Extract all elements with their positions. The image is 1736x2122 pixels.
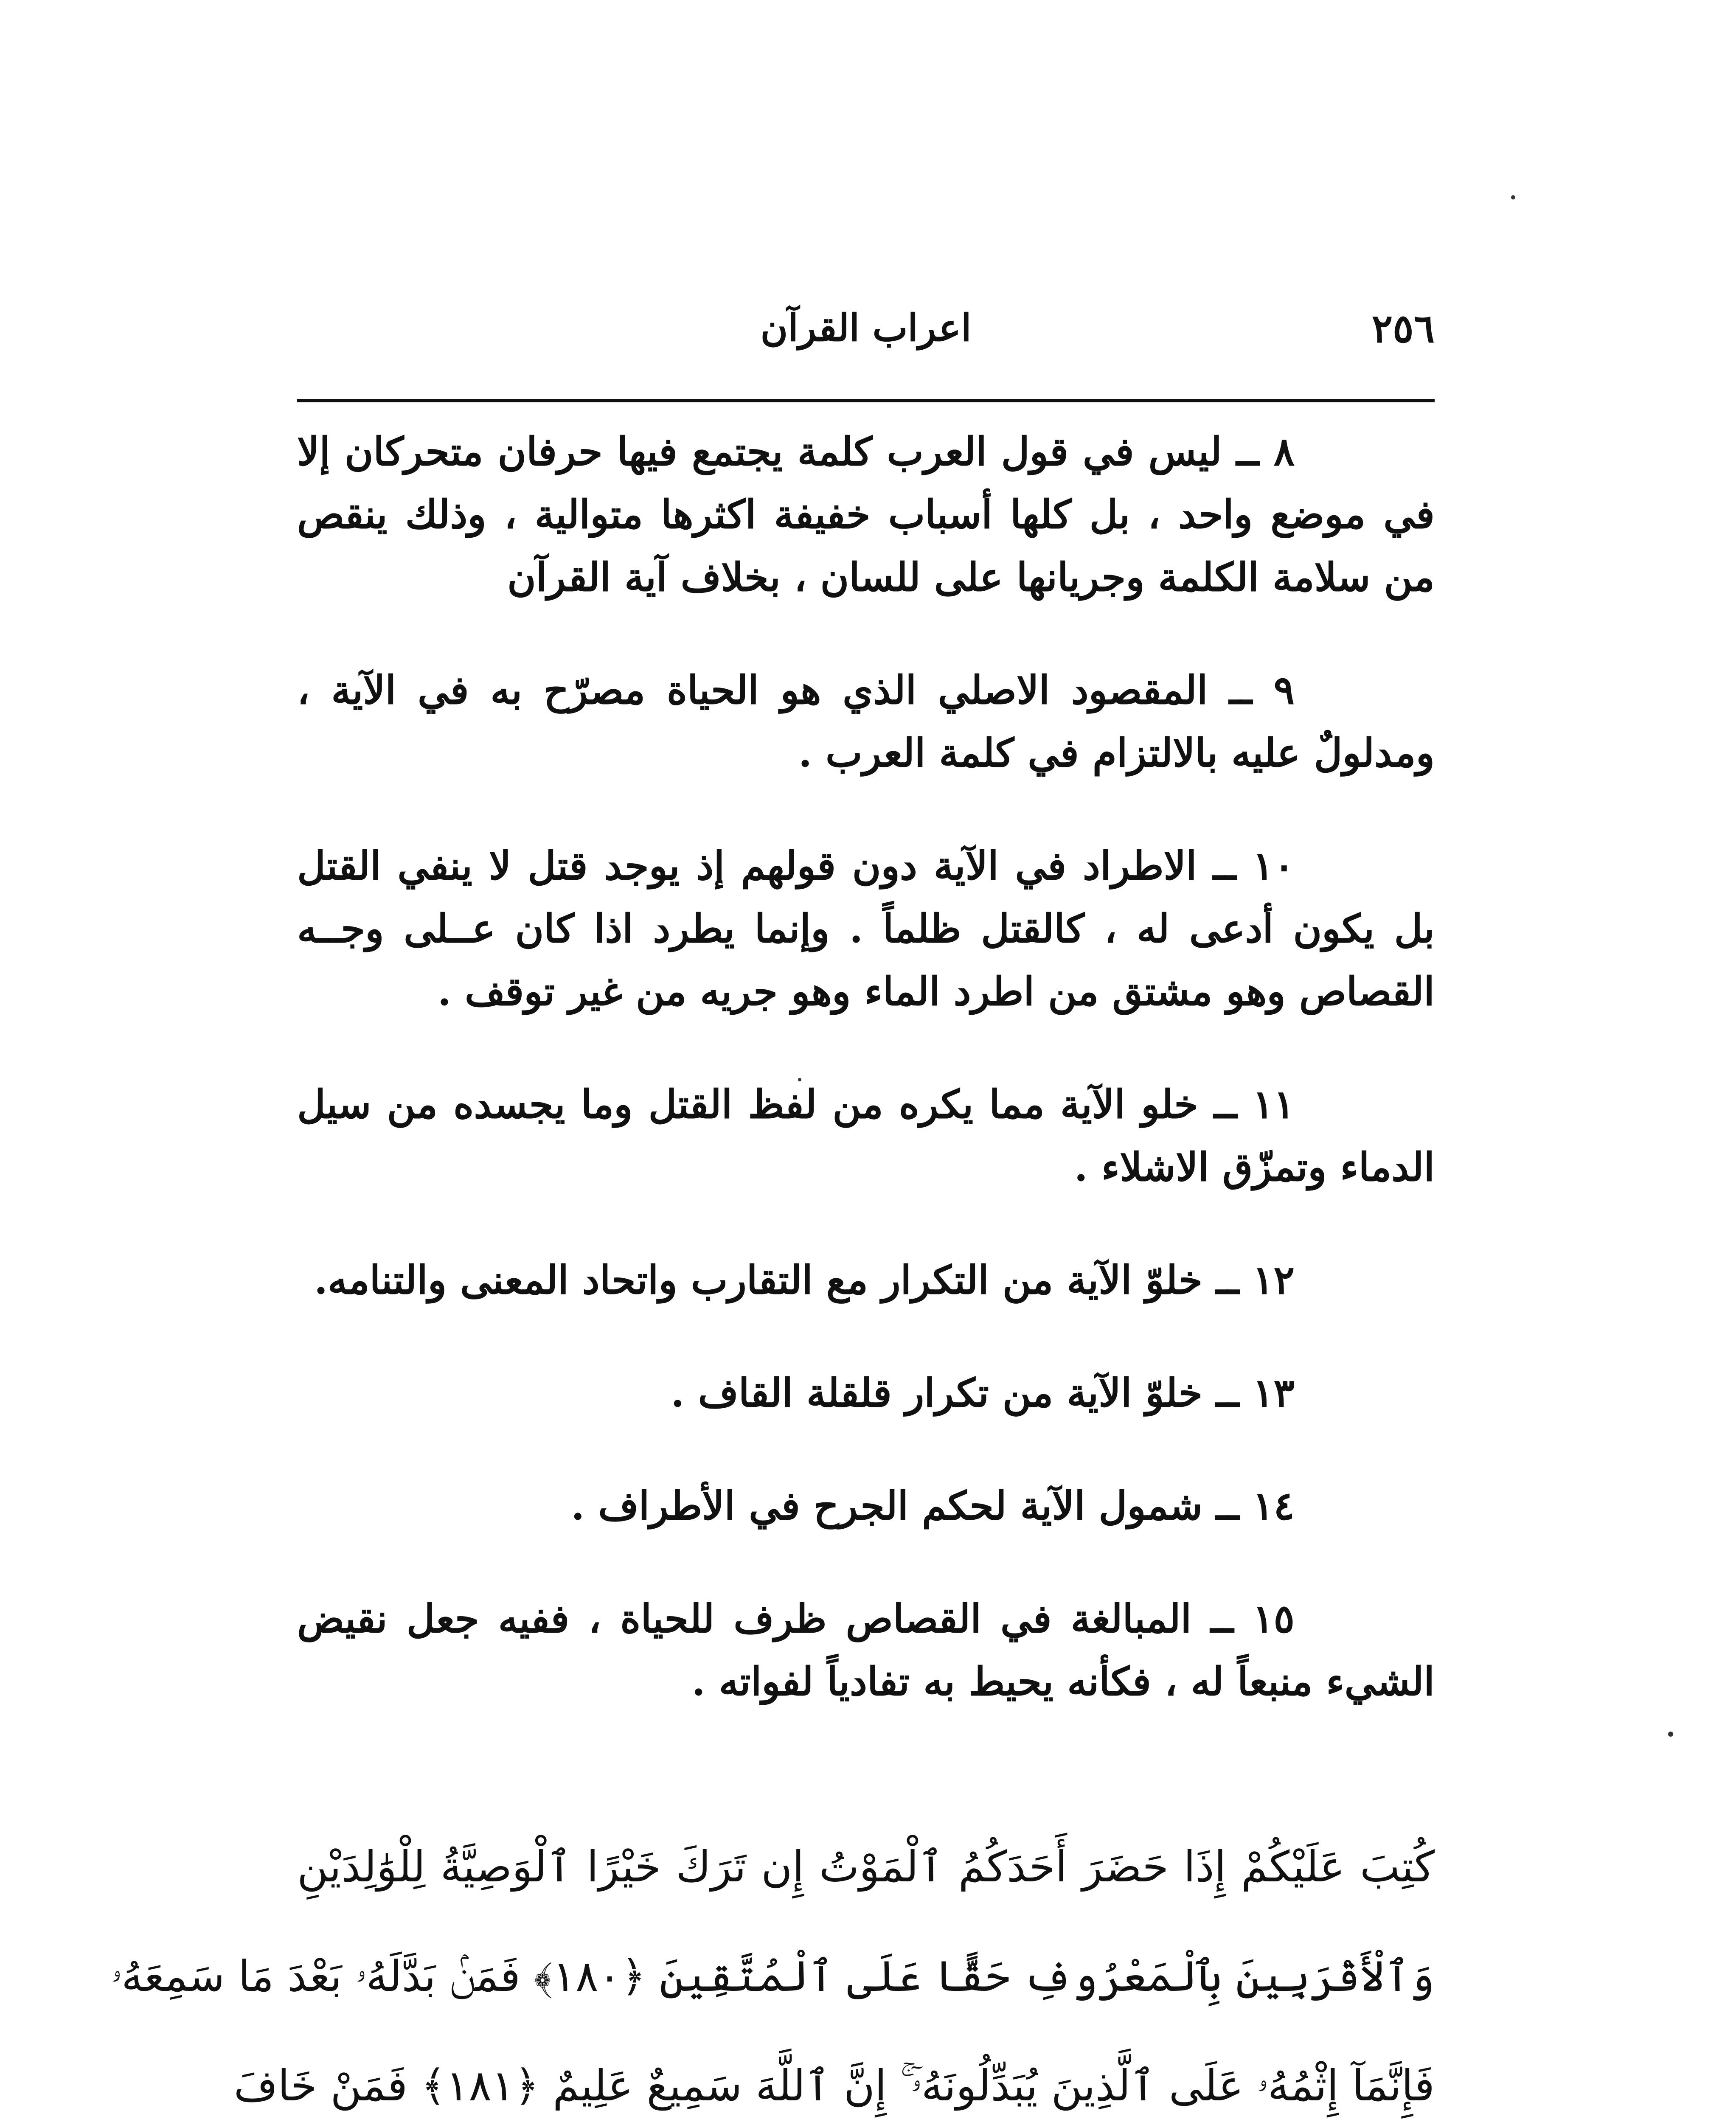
quran-verses — [111, 1812, 1435, 2122]
scan-speck — [1668, 1732, 1673, 1737]
verse-line: كُتِبَ عَلَيْكُمْ إِذَا حَضَرَ أَحَدَكُمُ ٱلْمَوْتُ إِن تَرَكَ خَيْرًا ٱلْوَصِيَّةُ لِلْوَٰلِدَيْنِ — [297, 1842, 1435, 1892]
paragraph-13: ١٣ ــ خلوّ الآية من تكرار قلقلة القاف . — [671, 1370, 1295, 1416]
paragraph-11: ١١ ــ خلو الآية مما يكره من لفظ القتل وما يجسده من سيل الدماء وتمزّق الاشلاء . — [297, 1081, 1435, 1190]
verse-line: وَٱلْأَقْرَبِينَ بِٱلْمَعْرُوفِ حَقًّا عَلَى ٱلْمُتَّقِينَ ﴿١٨٠﴾ فَمَنۢ بَدَّلَهُۥ بَعْدَ مَا سَمِعَهُۥ — [111, 1951, 1435, 2001]
header-rule — [297, 399, 1435, 402]
paragraph-8: ٨ ــ ليس في قول العرب كلمة يجتمع فيها حرفان متحركان إلا في موضع واحد ، بل كلها أسباب خفيفة اكثرها متوالية ، وذلك ينقص من سلامة الكلمة وجريانها على للسان ، بخلاف آية القرآن — [297, 429, 1435, 600]
running-title: اعراب القرآن — [760, 306, 972, 350]
paragraph-10: ١٠ ــ الاطراد في الآية دون قولهم إذ يوجد قتل لا ينفي القتل بل يكون أدعى له ، كالقتل ظلماً . وإنما يطرد اذا كان عــلى وجــه القصاص وهو مشتق من اطرد الماء وهو جريه من غير توقف . — [297, 843, 1435, 1014]
body-text — [297, 420, 1435, 1743]
verse-line: فَإِنَّمَآ إِثْمُهُۥ عَلَى ٱلَّذِينَ يُبَدِّلُونَهُۥٓ ۚ إِنَّ ٱللَّهَ سَمِيعٌ عَلِيمٌ ﴿١٨١﴾ فَمَنْ خَافَ — [233, 2061, 1435, 2111]
page-number: ٢٥٦ — [1371, 306, 1435, 351]
page-header — [297, 297, 1435, 361]
paragraph-12: ١٢ ــ خلوّ الآية من التكرار مع التقارب واتحاد المعنى والتنامه. — [314, 1257, 1295, 1303]
paragraph-14: ١٤ ــ شمول الآية لحكم الجرح في الأطراف . — [571, 1483, 1295, 1529]
paragraph-15: ١٥ ــ المبالغة في القصاص ظرف للحياة ، ففيه جعل نقيض الشيء منبعاً له ، فكأنه يحيط به تفادياً لفواته . — [297, 1596, 1435, 1704]
scan-speck — [798, 1078, 801, 1081]
paragraph-9: ٩ ــ المقصود الاصلي الذي هو الحياة مصرّح به في الآية ، ومدلولٌ عليه بالالتزام في كلمة العرب . — [297, 667, 1435, 776]
scan-speck — [1511, 195, 1515, 199]
